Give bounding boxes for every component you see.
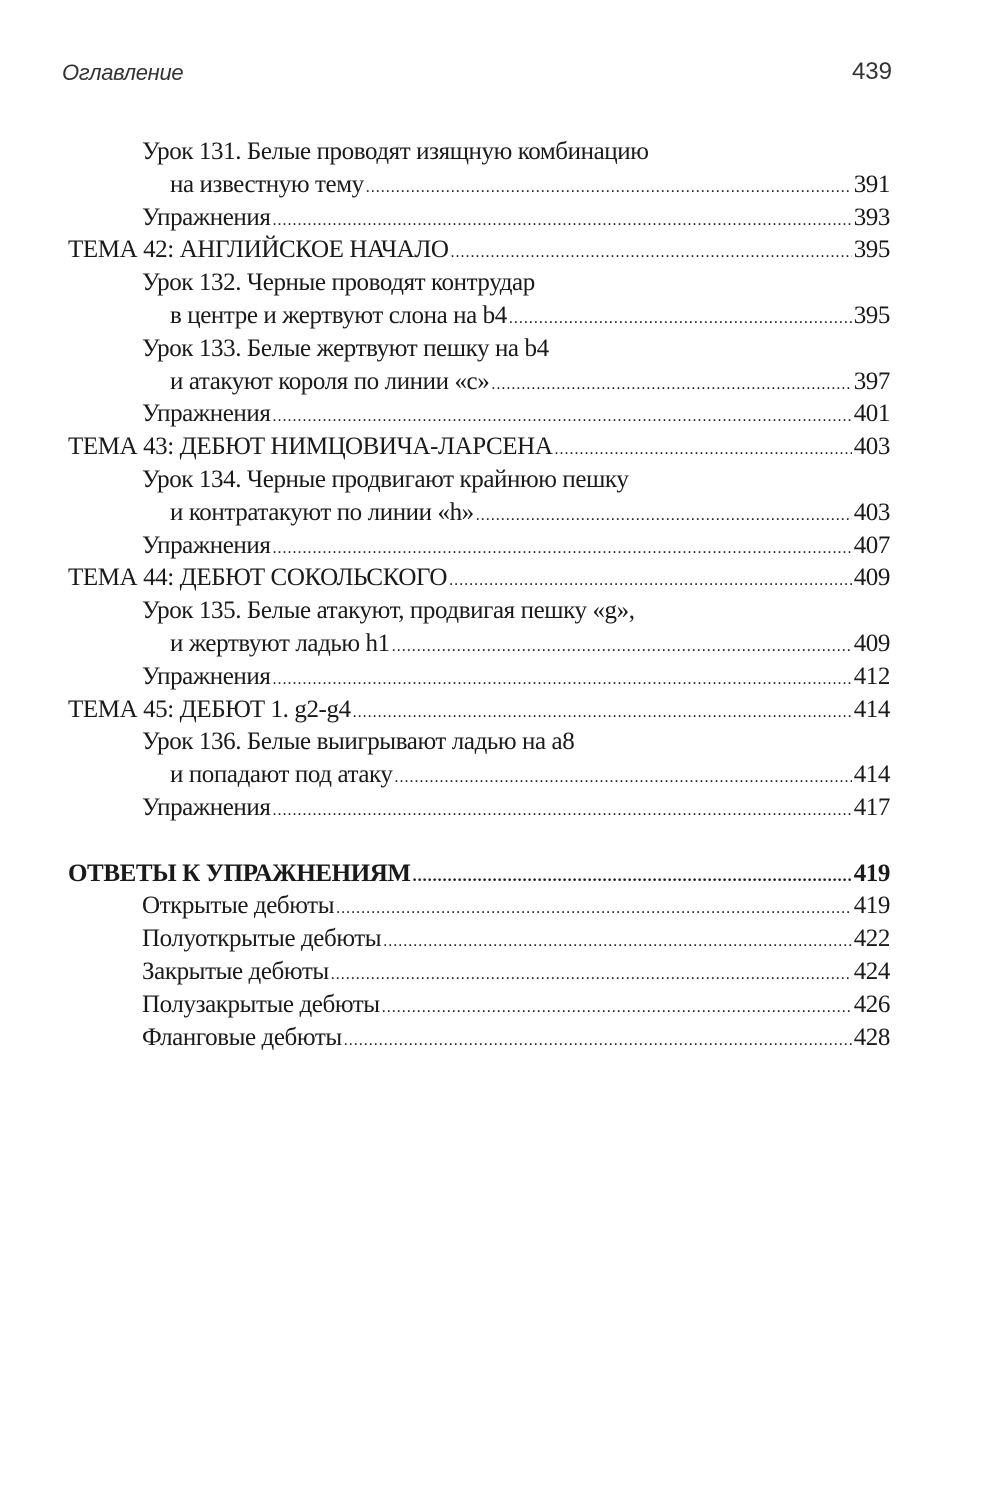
toc-exercises <box>68 202 890 235</box>
toc-exercises <box>68 398 890 431</box>
toc-exercises-title: Упражнения <box>142 793 271 821</box>
toc-lesson-cont <box>68 366 890 399</box>
toc-lesson-cont <box>68 759 890 792</box>
toc-exercises-title: Полуоткрытые дебюты <box>142 925 382 953</box>
dot-leader <box>451 237 852 270</box>
toc-exercises <box>68 989 890 1022</box>
page-number: 439 <box>851 58 892 85</box>
dot-leader <box>272 533 851 566</box>
toc-exercises-page: 393 <box>853 203 890 231</box>
toc-exercises-title: Упражнения <box>142 531 271 559</box>
toc-lesson-cont-title: и контратакуют по линии «h» <box>170 498 474 526</box>
spacer <box>68 825 890 858</box>
toc-lesson-cont-page: 414 <box>853 761 890 789</box>
toc-exercises <box>68 661 890 694</box>
toc-lesson-title: Урок 131. Белые проводят изящную комбинацию <box>142 138 649 165</box>
toc-theme <box>68 562 890 595</box>
dot-leader <box>449 565 852 598</box>
toc-exercises-title: Упражнения <box>142 662 271 690</box>
dot-leader <box>383 926 851 959</box>
dot-leader <box>272 205 851 238</box>
toc-answers-section <box>68 858 890 891</box>
toc-answers-section-title: ОТВЕТЫ К УПРАЖНЕНИЯМ <box>68 859 411 887</box>
toc-lesson-cont-title: и жертвуют ладью h1 <box>170 629 390 657</box>
dot-leader <box>413 861 852 894</box>
toc-lesson-cont-page: 409 <box>853 629 890 657</box>
dot-leader <box>353 697 852 730</box>
toc-lesson-cont-page: 395 <box>853 301 890 329</box>
toc-exercises <box>68 956 890 989</box>
toc-lesson <box>68 267 890 300</box>
dot-leader <box>509 303 852 336</box>
dot-leader <box>476 500 852 533</box>
toc-exercises <box>68 923 890 956</box>
dot-leader <box>272 664 851 697</box>
toc-lesson-title: Урок 133. Белые жертвуют пешку на b4 <box>142 334 549 362</box>
toc-theme-title: ТЕМА 45: ДЕБЮТ 1. g2-g4 <box>68 695 351 723</box>
toc-theme-page: 409 <box>853 564 890 592</box>
toc-exercises <box>68 1022 890 1055</box>
toc-theme-title: ТЕМА 42: АНГЛИЙСКОЕ НАЧАЛО <box>68 236 449 264</box>
running-header-title: Оглавление <box>62 60 184 85</box>
toc-theme <box>68 431 890 464</box>
toc-theme-page: 414 <box>853 695 890 723</box>
toc-exercises-page: 428 <box>853 1023 890 1051</box>
toc-lesson-cont <box>68 169 890 202</box>
toc-lesson-cont <box>68 628 890 661</box>
toc-exercises-page: 407 <box>853 531 890 559</box>
toc-exercises-page: 401 <box>853 400 890 428</box>
toc-lesson-cont-title: и атакуют короля по линии «с» <box>170 367 490 395</box>
toc-lesson-cont-page: 397 <box>853 367 890 395</box>
toc-answers-section-page: 419 <box>853 859 890 887</box>
dot-leader <box>555 434 852 467</box>
toc-lesson <box>68 595 890 628</box>
toc-lesson-title: Урок 132. Черные проводят контрудар <box>142 269 535 297</box>
dot-leader <box>366 172 852 205</box>
toc-theme-page: 395 <box>853 236 890 264</box>
toc-exercises <box>68 530 890 563</box>
toc-lesson-title: Урок 134. Черные продвигают крайнюю пешку <box>142 465 629 493</box>
toc-theme <box>68 234 890 267</box>
toc-exercises-page: 422 <box>853 925 890 953</box>
toc-lesson-cont-page: 403 <box>853 498 890 526</box>
toc-lesson <box>68 726 890 759</box>
dot-leader <box>336 893 852 926</box>
toc-lesson-cont-page: 391 <box>853 170 890 198</box>
dot-leader <box>272 401 851 434</box>
dot-leader <box>491 369 851 402</box>
toc-lesson-cont <box>68 497 890 530</box>
toc-exercises-page: 424 <box>853 957 890 985</box>
toc-exercises-page: 412 <box>853 662 890 690</box>
dot-leader <box>395 762 852 795</box>
toc-exercises-title: Полузакрытые дебюты <box>142 990 380 1018</box>
toc-lesson <box>68 333 890 366</box>
toc-lesson-cont <box>68 300 890 333</box>
toc-exercises-title: Закрытые дебюты <box>142 957 329 985</box>
toc-theme <box>68 694 890 727</box>
toc-theme-title: ТЕМА 44: ДЕБЮТ СОКОЛЬСКОГО <box>68 564 448 592</box>
toc-lesson-cont-title: на известную тему <box>170 170 364 198</box>
toc-exercises-title: Упражнения <box>142 203 271 231</box>
toc-lesson <box>68 464 890 497</box>
dot-leader <box>382 992 852 1025</box>
toc-exercises-title: Упражнения <box>142 400 271 428</box>
toc-exercises <box>68 890 890 923</box>
toc-lesson-cont-title: и попадают под атаку <box>170 761 393 789</box>
toc-exercises-page: 419 <box>853 892 890 920</box>
dot-leader <box>344 1025 852 1058</box>
toc-exercises-title: Открытые дебюты <box>142 892 335 920</box>
toc-exercises <box>68 792 890 825</box>
toc-exercises-title: Фланговые дебюты <box>142 1023 342 1051</box>
toc-exercises-page: 417 <box>853 793 890 821</box>
table-of-contents <box>68 136 890 1054</box>
dot-leader <box>272 795 851 828</box>
toc-lesson-cont-title: в центре и жертвуют слона на b4 <box>170 301 507 329</box>
toc-theme-title: ТЕМА 43: ДЕБЮТ НИМЦОВИЧА-ЛАРСЕНА <box>68 433 553 461</box>
toc-theme-page: 403 <box>853 433 890 461</box>
toc-lesson <box>68 136 890 169</box>
toc-exercises-page: 426 <box>853 990 890 1018</box>
dot-leader <box>331 959 852 992</box>
toc-lesson-title: Урок 136. Белые выигрывают ладью на а8 <box>142 728 575 756</box>
toc-lesson-title: Урок 135. Белые атакуют, продвигая пешку «g», <box>142 597 635 625</box>
dot-leader <box>392 631 852 664</box>
